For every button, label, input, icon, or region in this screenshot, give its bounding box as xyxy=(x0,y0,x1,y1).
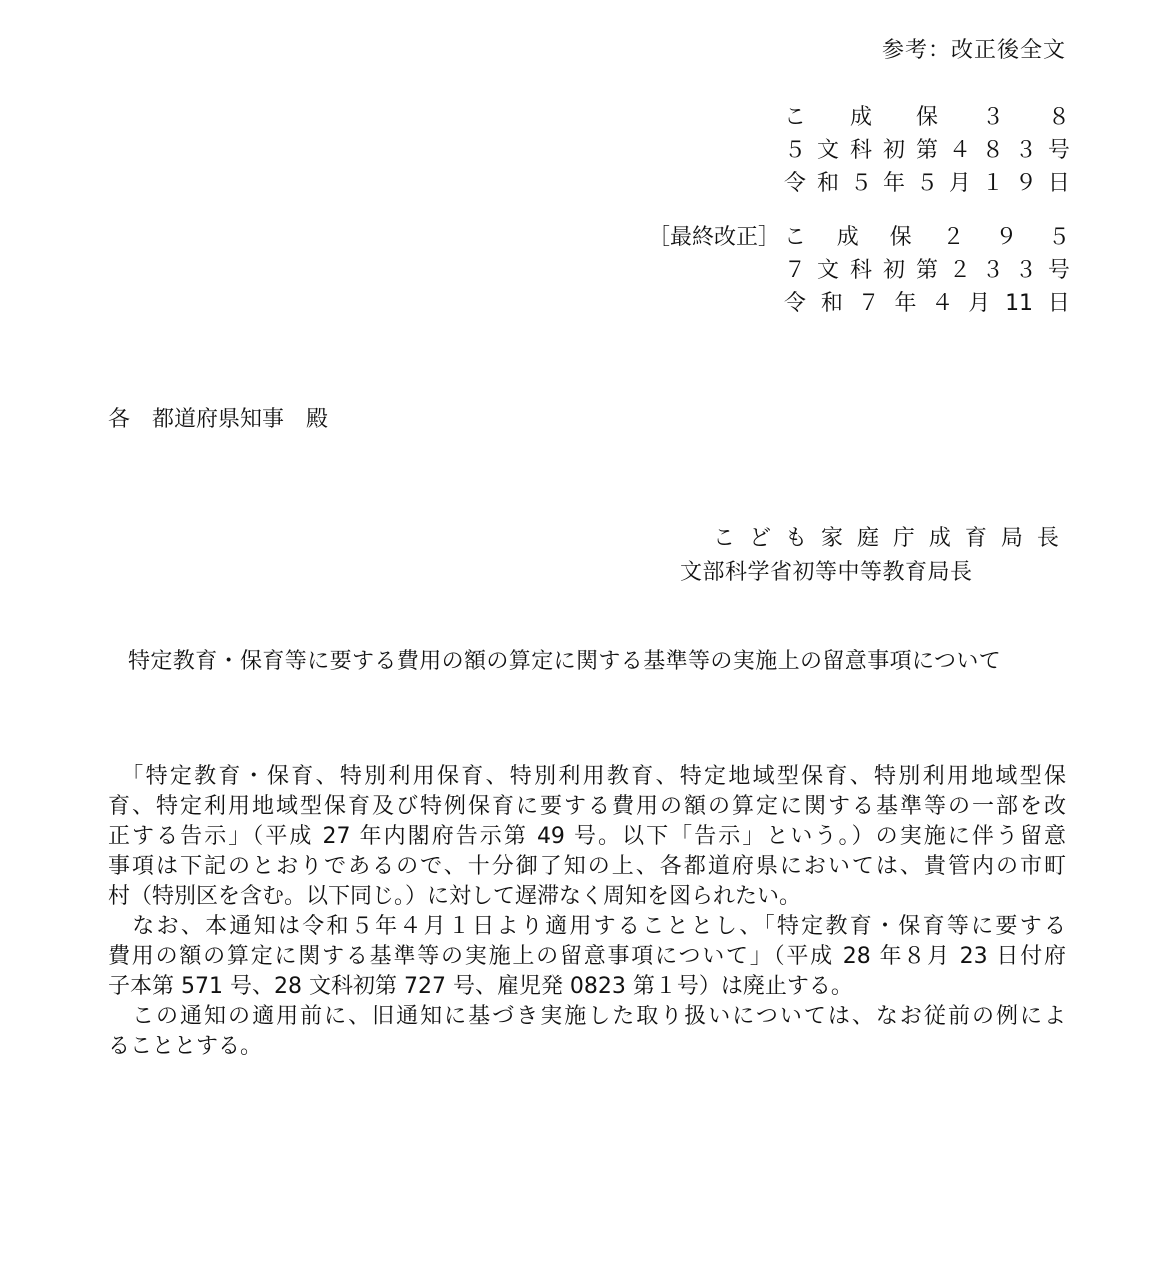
spaced-char: 月 xyxy=(968,291,991,316)
spaced-char: 第 xyxy=(915,258,938,283)
spaced-char: こ xyxy=(784,105,807,130)
spaced-char: ８ xyxy=(981,138,1004,163)
body-line: なお、本通知は令和５年４月１日より適用することとし、「特定教育・保育等に要する xyxy=(108,914,1066,939)
spaced-char: 文 xyxy=(816,258,839,283)
spaced-char: ３ xyxy=(1014,138,1037,163)
spaced-char: 和 xyxy=(820,291,843,316)
spaced-char: 令 xyxy=(784,171,807,196)
issue-date-line xyxy=(784,167,1070,200)
spaced-char: ５ xyxy=(849,171,872,196)
spaced-char: 年 xyxy=(894,291,917,316)
spaced-char: 号 xyxy=(1047,258,1070,283)
spaced-char: ５ xyxy=(784,138,807,163)
spaced-char: ４ xyxy=(931,291,954,316)
document-subject: 特定教育・保育等に要する費用の額の算定に関する基準等の実施上の留意事項について xyxy=(128,649,1002,674)
issue-number-line-2 xyxy=(784,134,1070,167)
spaced-char: 成 xyxy=(928,526,951,551)
body-line: この通知の適用前に、旧通知に基づき実施した取り扱いについては、なお従前の例によ xyxy=(108,1004,1066,1029)
revision-number-line-2 xyxy=(784,254,1070,287)
spaced-char: ２ xyxy=(942,225,965,250)
spaced-char: 家 xyxy=(820,526,843,551)
spaced-char: ３ xyxy=(981,258,1004,283)
spaced-char: ７ xyxy=(857,291,880,316)
spaced-char: 日 xyxy=(1047,291,1070,316)
spaced-char: 文 xyxy=(816,138,839,163)
revision-date-line xyxy=(784,287,1070,320)
body-line: 費用の額の算定に関する基準等の実施上の留意事項について」（平成 28 年８月 23 日付府 xyxy=(108,944,1066,969)
body-line: ることとする。 xyxy=(108,1034,263,1059)
spaced-char: 和 xyxy=(816,171,839,196)
spaced-char: ８ xyxy=(1047,105,1070,130)
spaced-char: ４ xyxy=(948,138,971,163)
spaced-char: ５ xyxy=(915,171,938,196)
revision-label: ［最終改正］ xyxy=(648,225,781,250)
revision-number-line-1 xyxy=(784,221,1070,254)
spaced-char: も xyxy=(784,526,807,551)
spaced-char: 号 xyxy=(1047,138,1070,163)
spaced-char: 長 xyxy=(1036,526,1059,551)
addressee: 各 都道府県知事 殿 xyxy=(108,407,329,432)
issue-reference-block xyxy=(784,101,1074,200)
sender-line-2: 文部科学省初等中等教育局長 xyxy=(680,560,973,585)
sender-line-1 xyxy=(713,522,1059,556)
reference-note: 参考：改正後全文 xyxy=(881,38,1066,63)
body-line: 「特定教育・保育、特別利用保育、特別利用教育、特定地域型保育、特別利用地域型保 xyxy=(108,764,1066,789)
spaced-char: 初 xyxy=(882,258,905,283)
spaced-char: 令 xyxy=(784,291,807,316)
spaced-char: １ xyxy=(981,171,1004,196)
spaced-char: ど xyxy=(748,526,771,551)
spaced-char: 庁 xyxy=(892,526,915,551)
body-line: 事項は下記のとおりであるので、十分御了知の上、各都道府県においては、貴管内の市町 xyxy=(108,854,1066,879)
revision-reference-block xyxy=(784,221,1074,320)
spaced-char: 局 xyxy=(1000,526,1023,551)
spaced-char: 庭 xyxy=(856,526,879,551)
spaced-char: 第 xyxy=(915,138,938,163)
spaced-char: 成 xyxy=(836,225,859,250)
spaced-char: ７ xyxy=(784,258,807,283)
issue-number-line-1 xyxy=(784,101,1070,134)
spaced-char: ３ xyxy=(1014,258,1037,283)
spaced-char: ５ xyxy=(1047,225,1070,250)
spaced-char: ９ xyxy=(1014,171,1037,196)
spaced-char: ２ xyxy=(948,258,971,283)
spaced-char: 科 xyxy=(849,258,872,283)
spaced-char: ９ xyxy=(995,225,1018,250)
spaced-char: 初 xyxy=(882,138,905,163)
spaced-char: 科 xyxy=(849,138,872,163)
body-line: 正する告示」（平成 27 年内閣府告示第 49 号。以下「告示」という。）の実施に伴う留意 xyxy=(108,824,1066,849)
spaced-char: 育 xyxy=(964,526,987,551)
body-text xyxy=(108,762,1066,1062)
body-line: 子本第 571 号、28 文科初第 727 号、雇児発 0823 第１号）は廃止する。 xyxy=(108,974,853,999)
spaced-char: 成 xyxy=(849,105,872,130)
spaced-char: こ xyxy=(784,225,807,250)
spaced-char: 11 xyxy=(1005,291,1034,316)
spaced-char: 保 xyxy=(915,105,938,130)
spaced-char: こ xyxy=(713,526,736,551)
spaced-char: 月 xyxy=(948,171,971,196)
spaced-char: 日 xyxy=(1047,171,1070,196)
spaced-char: 保 xyxy=(889,225,912,250)
body-line: 育、特定利用地域型保育及び特例保育に要する費用の額の算定に関する基準等の一部を改 xyxy=(108,794,1066,819)
body-line: 村（特別区を含む。以下同じ。）に対して遅滞なく周知を図られたい。 xyxy=(108,884,802,909)
spaced-char: ３ xyxy=(981,105,1004,130)
spaced-char: 年 xyxy=(882,171,905,196)
